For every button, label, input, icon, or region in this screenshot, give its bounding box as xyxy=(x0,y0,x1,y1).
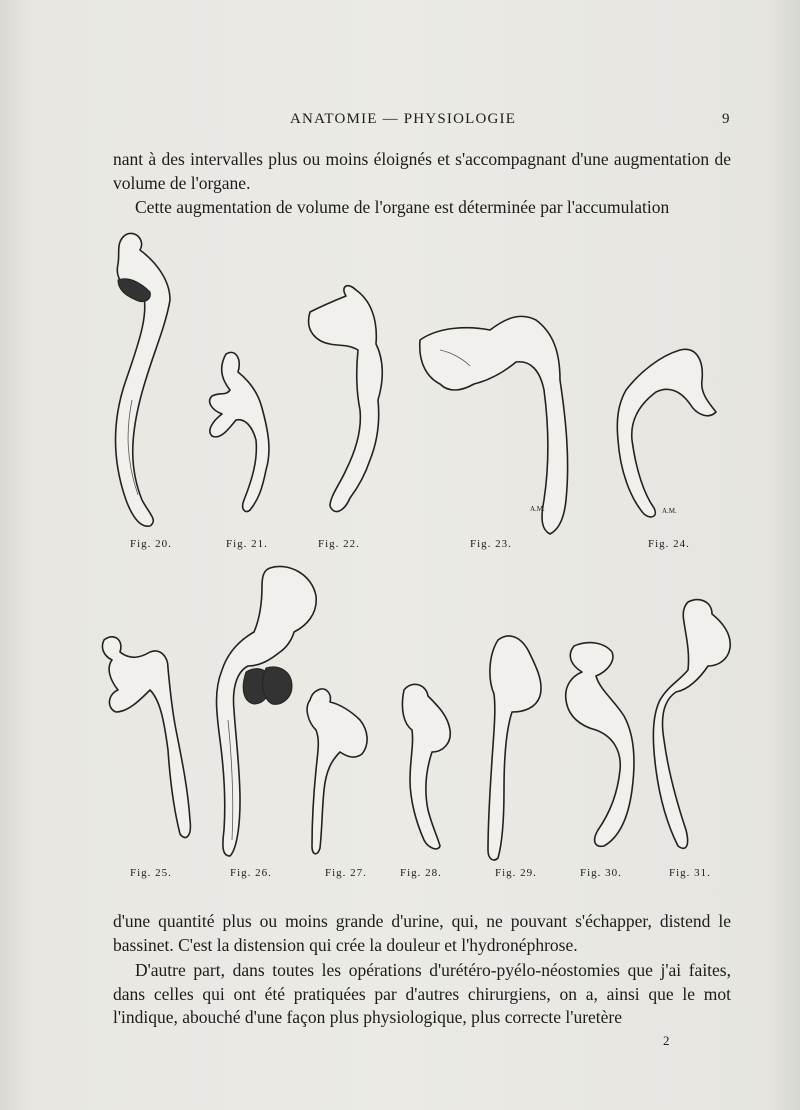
figure-23-drawing xyxy=(420,316,568,534)
paragraph-1: nant à des intervalles plus ou moins éloignés et s'accompagnant d'une augmentation de volume de l'organe. xyxy=(113,149,731,193)
page-number: 9 xyxy=(722,111,730,127)
figure-25-drawing xyxy=(102,637,190,838)
figure-caption: Fig. 30. xyxy=(580,867,622,879)
paragraph-4: D'autre part, dans toutes les opérations d'urétéro-pyélo-néostomies que j'ai faites, dans celles qui ont été pratiquées par d'autres chirurgiens, on a, ainsi que le mot l'indique, abouché d'une façon plus physiologique, plus correcte l'uretère xyxy=(113,960,731,1027)
figure-caption: Fig. 21. xyxy=(226,538,268,550)
figure-caption: Fig. 31. xyxy=(669,867,711,879)
artist-signature: A.M. xyxy=(662,507,677,515)
paragraph-3: d'une quantité plus ou moins grande d'urine, qui, ne pouvant s'échapper, distend le bassinet. C'est la distension qui crée la douleur et l'hydronéphrose. xyxy=(113,911,731,955)
figure-24-drawing xyxy=(617,349,716,517)
figure-caption: Fig. 22. xyxy=(318,538,360,550)
figure-21-drawing xyxy=(210,352,269,511)
figure-22-drawing xyxy=(309,286,383,512)
figure-caption: Fig. 28. xyxy=(400,867,442,879)
figure-26-drawing xyxy=(217,566,317,856)
figure-caption: Fig. 27. xyxy=(325,867,367,879)
figure-caption: Fig. 25. xyxy=(130,867,172,879)
figure-caption: Fig. 20. xyxy=(130,538,172,550)
figure-caption: Fig. 24. xyxy=(648,538,690,550)
figure-caption: Fig. 26. xyxy=(230,867,272,879)
figure-28-drawing xyxy=(402,684,450,849)
figure-29-drawing xyxy=(488,636,541,860)
sheet-signature-number: 2 xyxy=(663,1033,670,1048)
artist-signature: A.M. xyxy=(530,505,545,513)
figure-27-drawing xyxy=(307,689,367,854)
figure-31-drawing xyxy=(653,600,730,849)
figure-30-drawing xyxy=(566,643,634,847)
figure-20-drawing xyxy=(116,233,171,526)
figure-caption: Fig. 23. xyxy=(470,538,512,550)
paragraph-2: Cette augmentation de volume de l'organe est déterminée par l'accumulation xyxy=(135,197,670,217)
running-title: ANATOMIE — PHYSIOLOGIE xyxy=(290,111,517,127)
figure-caption: Fig. 29. xyxy=(495,867,537,879)
